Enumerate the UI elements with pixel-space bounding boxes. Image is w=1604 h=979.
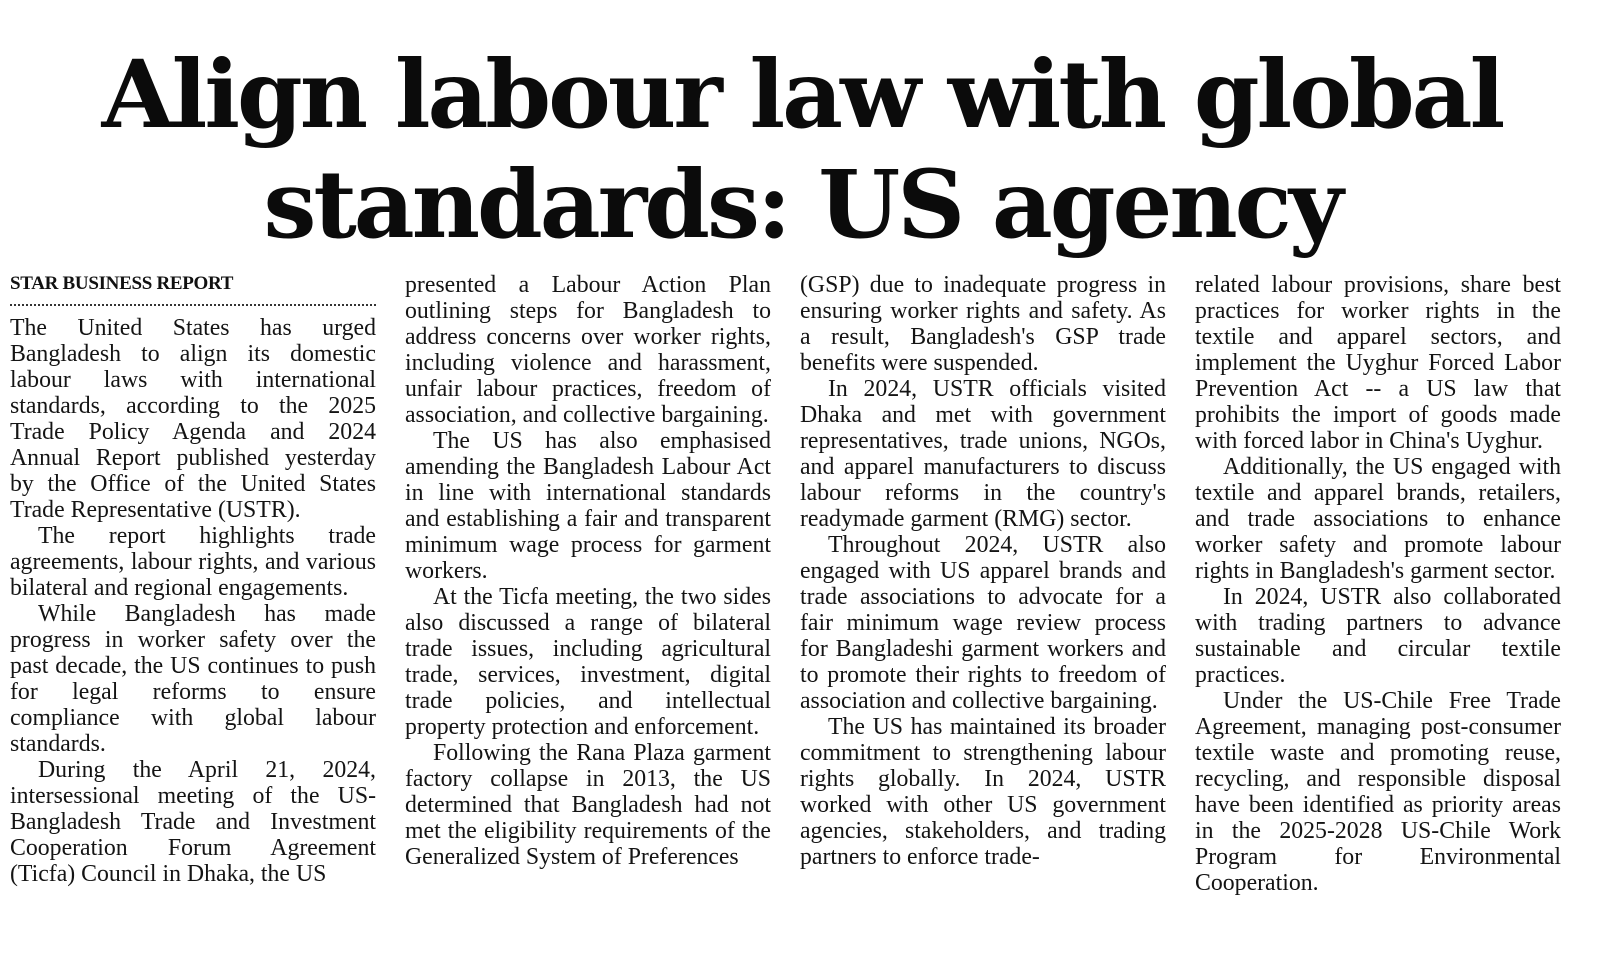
paragraph: While Bangladesh has made progress in worker safety over the past decade, the US continues to push for legal reforms to ensure compliance with global labour standards. bbox=[10, 601, 376, 757]
paragraph: Throughout 2024, USTR also engaged with US apparel brands and trade associations to advocate for a fair minimum wage review process for Bangladeshi garment workers and to promote their rights to freedom of association and collective bargaining. bbox=[800, 532, 1166, 714]
paragraph: Under the US-Chile Free Trade Agreement, managing post-consumer textile waste and promoting reuse, recycling, and responsible disposal have been identified as priority areas in the 2025-2028 US-Chile Work Program for Environmental Cooperation. bbox=[1195, 688, 1561, 896]
paragraph: The United States has urged Bangladesh to align its domestic labour laws with international standards, according to the 2025 Trade Policy Agenda and 2024 Annual Report published yesterday by the Office of the United States Trade Representative (USTR). bbox=[10, 315, 376, 523]
headline-line-2: standards: US agency bbox=[263, 150, 1341, 260]
paragraph: The US has maintained its broader commitment to strengthening labour rights globally. In 2024, USTR worked with other US government agencies, stakeholders, and trading partners to enforce trade- bbox=[800, 714, 1166, 870]
article-column-4 bbox=[1195, 272, 1561, 972]
paragraph: During the April 21, 2024, intersessional meeting of the US-Bangladesh Trade and Investment Cooperation Forum Agreement (Ticfa) Council in Dhaka, the US bbox=[10, 757, 376, 887]
headline bbox=[0, 40, 1604, 260]
article-column-1 bbox=[10, 272, 376, 972]
paragraph: In 2024, USTR also collaborated with trading partners to advance sustainable and circular textile practices. bbox=[1195, 584, 1561, 688]
paragraph: The US has also emphasised amending the Bangladesh Labour Act in line with international standards and establishing a fair and transparent minimum wage process for garment workers. bbox=[405, 428, 771, 584]
paragraph: The report highlights trade agreements, labour rights, and various bilateral and regional engagements. bbox=[10, 523, 376, 601]
paragraph: presented a Labour Action Plan outlining steps for Bangladesh to address concerns over worker rights, including violence and harassment, unfair labour practices, freedom of association, and collective bargaining. bbox=[405, 272, 771, 428]
article-column-3 bbox=[800, 272, 1166, 972]
paragraph: Additionally, the US engaged with textile and apparel brands, retailers, and trade associations to enhance worker safety and promote labour rights in Bangladesh's garment sector. bbox=[1195, 454, 1561, 584]
paragraph: Following the Rana Plaza garment factory collapse in 2013, the US determined that Bangladesh had not met the eligibility requirements of the Generalized System of Preferences bbox=[405, 740, 771, 870]
byline: STAR BUSINESS REPORT bbox=[10, 272, 376, 306]
paragraph: At the Ticfa meeting, the two sides also discussed a range of bilateral trade issues, including agricultural trade, services, investment, digital trade policies, and intellectual property protection and enforcement. bbox=[405, 584, 771, 740]
article-column-2 bbox=[405, 272, 771, 972]
paragraph: related labour provisions, share best practices for worker rights in the textile and apparel sectors, and implement the Uyghur Forced Labor Prevention Act -- a US law that prohibits the import of goods made with forced labor in China's Uyghur. bbox=[1195, 272, 1561, 454]
paragraph: In 2024, USTR officials visited Dhaka and met with government representatives, trade unions, NGOs, and apparel manufacturers to discuss labour reforms in the country's readymade garment (RMG) sector. bbox=[800, 376, 1166, 532]
paragraph: (GSP) due to inadequate progress in ensuring worker rights and safety. As a result, Bangladesh's GSP trade benefits were suspended. bbox=[800, 272, 1166, 376]
headline-line-1: Align labour law with global bbox=[101, 40, 1503, 150]
